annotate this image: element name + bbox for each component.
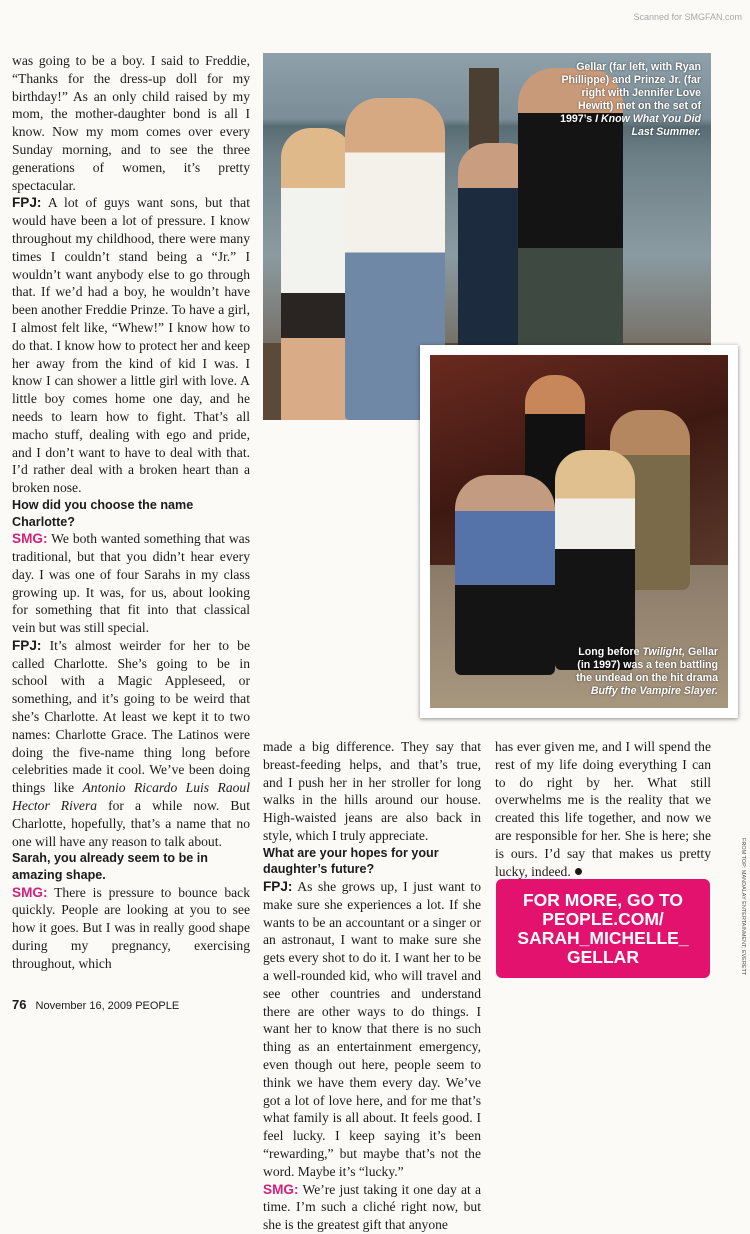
scanned-watermark: Scanned for SMGFAN.com [633, 12, 742, 22]
caption-text: Long before [578, 646, 643, 658]
paragraph-text: We both wanted something that was traditional, but that you didn’t hear every day. I was one of four Sarahs in my class growing up. It was, for us, about looking for something that fit into that classical vein but was still special. [12, 531, 250, 636]
photo-caption [551, 61, 701, 139]
page-number: 76 [12, 997, 27, 1012]
paragraph [12, 530, 250, 637]
caption-text: Gellar (in 1997) was a teen battling the undead on the hit drama [576, 646, 718, 684]
paragraph [495, 738, 711, 880]
paragraph-text: It’s almost weirder for her to be called Charlotte. She’s going to be in school with a Magic Appleseed, or something, and it’s going to be weird that she’s Charlotte. At least we kept it to two names: Charlotte Grace. The Latinos were doing the five-name thing long before celebrities made it cool. We’ve been doing things like [12, 637, 250, 796]
paragraph [263, 878, 481, 1181]
speaker-label: FPJ: [12, 637, 42, 653]
paragraph-text: has ever given me, and I will spend the rest of my life doing everything I can to do right by her. What still overwhelms me is the reality that we created this life together, and now we are responsible for her. She is here; she is ours. I’d say that makes us pretty lucky, indeed. [495, 739, 711, 879]
question-heading: What are your hopes for your daughter’s future? [263, 845, 439, 877]
photo-caption [568, 646, 718, 698]
speaker-label: FPJ: [12, 195, 42, 211]
promo-url[interactable]: GELLAR [567, 946, 639, 967]
caption-text: Gellar (far left, with Ryan Phillippe) and Prinze Jr. (far right with Jennifer Love Hewitt) met on the set of 1997’s [560, 61, 701, 125]
promo-link-box[interactable] [496, 879, 710, 978]
paragraph-text: A lot of guys want sons, but that would have been a lot of pressure. I know throughout my childhood, there were many times I couldn’t stand being a “Jr.” I wouldn’t want anybody else to go through that. If we’d had a boy, he wouldn’t have been another Freddie Prinze. To have a girl, I almost felt like, “Whew!” I know how to do that. I know how to protect her and keep her away from the kind of kid I was. I know I can shower a little girl with love. A little boy comes home one day, and he needs to learn how to fight. That’s all macho stuff, dealing with ego and pride, and I don’t want to have to deal with that. I’d rather deal with a broken heart than a broken nose. [12, 195, 250, 496]
paragraph-text: There is pressure to bounce back quickly. People are looking at you to see how it goes. But I was in really good shape during my pregnancy, exercising throughout, which [12, 884, 250, 971]
paragraph [12, 637, 250, 851]
article-column-2 [263, 738, 481, 1234]
paragraph [263, 1181, 481, 1234]
paragraph-text: As she grows up, I just want to make sure she experiences a lot. If she wants to be an accountant or a singer or an astronaut, I want to make sure she gets every shot to do it. I want her to be a well-rounded kid, who will travel and see other countries and understand there are other ways to do things. I want her to know that there is no such thing as an entertainment emergency, even though out here, people seem to think we have them every day. We’ve got a lot of love here, and for me that’s what family is all about. It feels good. I feel lucky. I keep saying it’s been “rewarding,” but maybe that’s not the word. Maybe it’s “lucky.” [263, 878, 481, 1179]
person-figure [455, 475, 555, 675]
speaker-label: FPJ: [263, 878, 293, 894]
person-figure [555, 450, 635, 670]
paragraph-text: We’re just taking it one day at a time. I’m such a cliché right now, but she is the greatest gift that anyone [263, 1181, 481, 1233]
article-column-1 [12, 52, 250, 973]
page-footer [12, 997, 179, 1012]
issue-date: November 16, 2009 PEOPLE [35, 1000, 180, 1012]
speaker-label: SMG: [12, 531, 48, 547]
paragraph [12, 194, 250, 497]
photo-image [430, 355, 728, 708]
person-figure [281, 128, 353, 420]
italic-name: Antonio Ricardo Luis Raoul Hector Rivera [12, 780, 250, 814]
paragraph-text: for a while now. But Charlotte, hopefully, that’s a name that no one will have any reason to talk about. [12, 798, 250, 849]
speaker-label: SMG: [263, 1181, 299, 1197]
promo-url[interactable]: SARAH_MICHELLE_ [517, 927, 689, 948]
caption-italic: Buffy the Vampire Slayer. [590, 685, 718, 697]
tv-still-photo [420, 345, 738, 718]
question-heading: How did you choose the name Charlotte? [12, 497, 194, 529]
end-mark-icon [575, 868, 582, 875]
paragraph: made a big difference. They say that breast-feeding helps, and that’s true, and I push her in her stroller for long walks in the hills around our house. High-waisted jeans are also back in style, which I truly appreciate. [263, 739, 481, 843]
question-heading: Sarah, you already seem to be in amazing shape. [12, 851, 208, 883]
paragraph [12, 884, 250, 973]
photo-credit [736, 838, 746, 988]
speaker-label: SMG: [12, 884, 48, 900]
article-column-3 [495, 738, 711, 880]
caption-italic: Twilight, [642, 646, 686, 658]
photo-credit-text: FROM TOP: MANDALAY ENTERTAINMENT; EVERETT [740, 838, 746, 976]
caption-italic: I Know What You Did Last Summer. [595, 113, 701, 138]
promo-line: FOR MORE, GO TO [522, 889, 684, 910]
paragraph: was going to be a boy. I said to Freddie, “Thanks for the dress-up doll for my birthday!” As an only child raised by my mom, the mother-daughter bond is all I know. Now my mom comes over every Sunday morning, and to see the three generations of women, it’s pretty spectacular. [12, 53, 250, 193]
promo-url[interactable]: PEOPLE.COM/ [542, 908, 664, 929]
